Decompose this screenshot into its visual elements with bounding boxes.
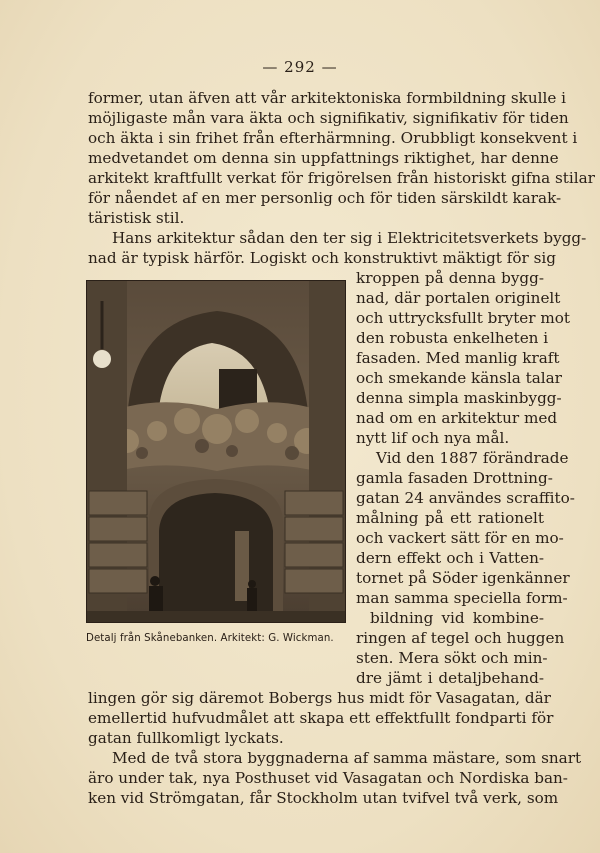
- text-line: och smekande känsla talar: [356, 369, 562, 387]
- text-line: målning på ett rationelt: [356, 509, 544, 527]
- text-line: möjligaste mån vara äkta och signifikativ, signifikativ för tiden: [88, 109, 569, 127]
- text-line: dre jämt i detaljbehand-: [356, 669, 544, 687]
- text-line: sten. Mera sökt och min-: [356, 649, 548, 667]
- text-line: denna simpla maskinbygg-: [356, 389, 562, 407]
- text-line: och äkta i sin frihet från efterhärmning. Orubbligt konsekvent i: [88, 129, 578, 147]
- text-line: den robusta enkelheten i: [356, 329, 549, 347]
- text-line: ken vid Strömgatan, får Stockholm utan tvifvel två verk, som: [88, 789, 559, 807]
- text-line: äro under tak, nya Posthuset vid Vasagatan och Nordiska ban-: [88, 769, 568, 787]
- text-line: gamla fasaden Drottning-: [356, 469, 553, 487]
- text-line: nytt lif och nya mål.: [356, 429, 510, 447]
- text-line: för nåendet af en mer personlig och för tiden särskildt karak-: [88, 189, 562, 207]
- text-line: dern effekt och i Vatten-: [356, 549, 544, 567]
- text-line: arkitekt kraftfullt verkat för frigörelsen från historiskt gifna stilar: [88, 169, 595, 187]
- text-line: former, utan äfven att vår arkitektoniska formbildning skulle i: [88, 89, 567, 107]
- text-line: gatan 24 användes scraffito-: [356, 489, 575, 507]
- building-portal-photo: [86, 280, 346, 623]
- text-line: lingen gör sig däremot Bobergs hus midt för Vasagatan, där: [88, 689, 551, 707]
- text-line: täristisk stil.: [88, 209, 185, 227]
- text-line: kroppen på denna bygg-: [356, 269, 544, 287]
- text-line: och vackert sätt för en mo-: [356, 529, 564, 547]
- text-line: medvetandet om denna sin uppfattnings riktighet, har denne: [88, 149, 559, 167]
- page-number: — 292 —: [262, 58, 338, 76]
- figure-caption: Detalj från Skånebanken. Arkitekt: G. Wickman.: [86, 633, 334, 644]
- text-line: tornet på Söder igenkänner: [356, 569, 570, 587]
- text-line: Vid den 1887 förändrade: [376, 449, 569, 467]
- text-line: nad om en arkitektur med: [356, 409, 558, 427]
- text-line: fasaden. Med manlig kraft: [356, 349, 560, 367]
- text-line: och uttrycksfullt bryter mot: [356, 309, 571, 327]
- text-line: ringen af tegel och huggen: [356, 629, 565, 647]
- text-line: man samma speciella form-: [356, 589, 568, 607]
- text-line: bildning vid kombine-: [370, 609, 544, 627]
- text-line: emellertid hufvudmålet att skapa ett effektfullt fondparti för: [88, 709, 554, 727]
- text-line: Med de två stora byggnaderna af samma mästare, som snart: [112, 749, 582, 767]
- text-line: gatan fullkomligt lyckats.: [88, 729, 284, 747]
- text-line: nad, där portalen originelt: [356, 289, 561, 307]
- text-line: Hans arkitektur sådan den ter sig i Elektricitetsverkets bygg-: [112, 229, 587, 247]
- text-line: nad är typisk härför. Logiskt och konstruktivt mäktigt för sig: [88, 249, 556, 267]
